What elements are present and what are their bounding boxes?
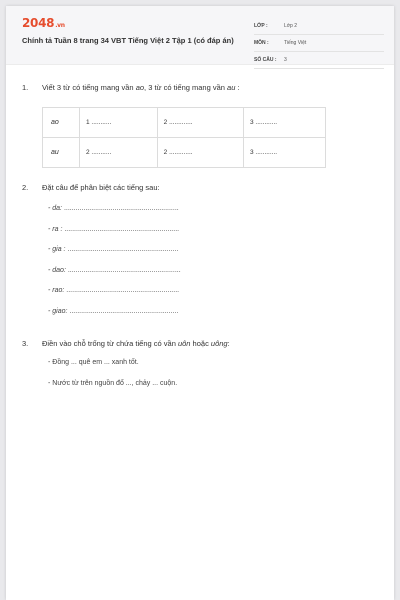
- site-logo[interactable]: [22, 16, 65, 30]
- sentence-line[interactable]: - dao: ..........................................................: [48, 267, 181, 274]
- question-number: 1.: [22, 83, 29, 92]
- table-row: [43, 138, 326, 168]
- meta-value: Tiếng Việt: [284, 40, 307, 46]
- document-meta: [254, 19, 384, 70]
- document-sheet: [6, 6, 394, 600]
- row-label: ao: [43, 108, 80, 138]
- sentence-line[interactable]: - rao: ..........................................................: [48, 287, 180, 294]
- question-text: Điền vào chỗ trống từ chứa tiếng có vần uôn hoặc uông:: [42, 339, 230, 348]
- document-title: Chính tả Tuần 8 trang 34 VBT Tiếng Việt 2 Tập 1 (có đáp án): [22, 36, 234, 45]
- answer-cell[interactable]: 3 ............: [244, 108, 326, 138]
- logo-text: 2048: [22, 16, 55, 30]
- question-number: 3.: [22, 339, 29, 348]
- fill-in-line[interactable]: - Nước từ trên nguồn đổ ..., chảy ... cuộn.: [48, 380, 178, 387]
- answer-cell[interactable]: 2 .............: [157, 108, 243, 138]
- question-text: Viết 3 từ có tiếng mang vần ao, 3 từ có tiếng mang vần au :: [42, 83, 240, 92]
- meta-row-class: [254, 19, 384, 35]
- sentence-line[interactable]: - gia : .........................................................: [48, 246, 179, 253]
- meta-label: MÔN :: [254, 40, 269, 46]
- question-text: Đặt câu để phân biệt các tiếng sau:: [42, 183, 160, 192]
- logo-suffix: .vn: [55, 22, 65, 29]
- fill-in-line[interactable]: - Đồng ... quê em ... xanh tốt.: [48, 359, 139, 366]
- answer-cell[interactable]: 2 ...........: [80, 138, 158, 168]
- document-header: [6, 6, 394, 65]
- meta-label: LỚP :: [254, 23, 268, 29]
- meta-row-subject: [254, 36, 384, 52]
- table-row: [43, 108, 326, 138]
- meta-label: SỐ CÂU :: [254, 57, 277, 63]
- answer-cell[interactable]: 2 .............: [157, 138, 243, 168]
- sentence-line[interactable]: - da: ...........................................................: [48, 205, 179, 212]
- sentence-line[interactable]: - giao: ........................................................: [48, 308, 179, 315]
- meta-value: 3: [284, 57, 287, 63]
- row-label: au: [43, 138, 80, 168]
- sentence-line[interactable]: - ra : ...........................................................: [48, 226, 180, 233]
- meta-row-question-count: [254, 53, 384, 69]
- answer-cell[interactable]: 3 ............: [244, 138, 326, 168]
- answer-table: [42, 107, 326, 168]
- meta-value: Lớp 2: [284, 23, 298, 29]
- question-number: 2.: [22, 183, 29, 192]
- answer-cell[interactable]: 1 ...........: [80, 108, 158, 138]
